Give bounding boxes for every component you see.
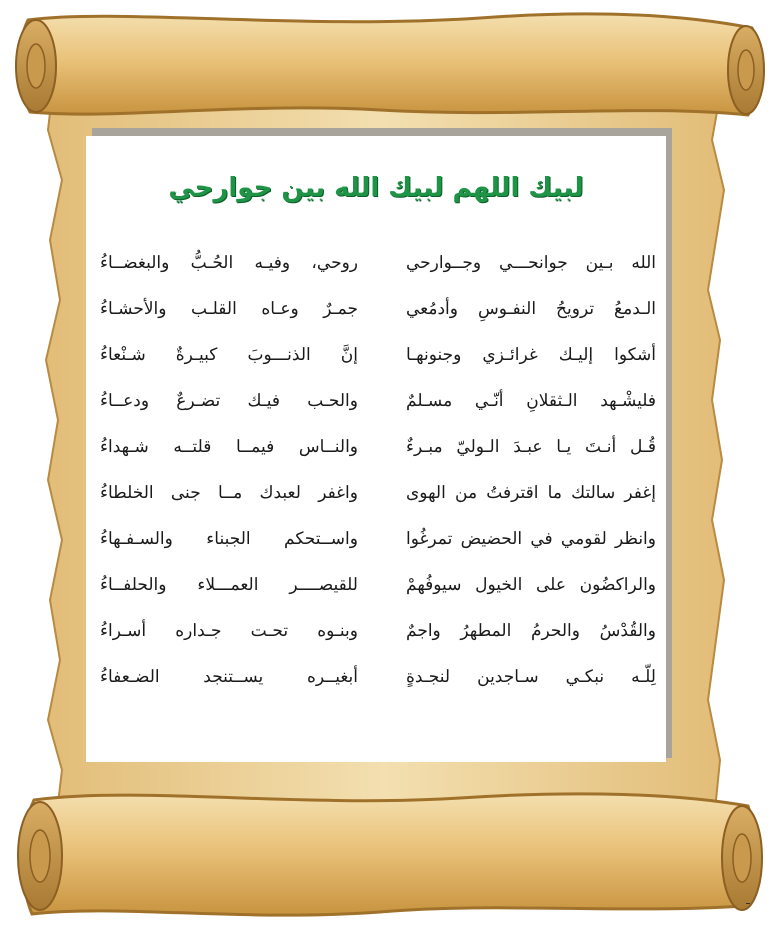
verse-first-hemistich: إغفر سالتك ما اقترفتُ من الهوى [406,483,656,503]
corner-mark [746,903,750,904]
verse-first-hemistich: فليشْـهد الـثقلانِ أنّـي مسـلمٌ [406,391,656,411]
verse-line [100,332,656,378]
verse-line [100,654,656,700]
verse-second-hemistich: أبغيــره يســتنجد الضـعفاءُ [100,667,358,687]
verse-second-hemistich: جمـرٌ وعـاه القلـب والأحشـاءُ [100,299,358,319]
verse-first-hemistich: أشكوا إليـك غرائـزي وجنونهـا [406,345,656,365]
verse-line [100,286,656,332]
verse-second-hemistich: وبنـوه تحـت جـداره أسـراءُ [100,621,358,641]
verse-line [100,562,656,608]
verse-first-hemistich: وانظر لقومي في الحضيض تمرغُوا [406,529,656,549]
verse-first-hemistich: الله بـين جوانحـــي وجــوارحي [406,253,656,273]
poem-verses [100,240,656,700]
verse-line [100,424,656,470]
verse-line [100,378,656,424]
verse-first-hemistich: لِلّـه نبكـي سـاجدين لنجـدةٍ [406,667,656,687]
verse-line [100,240,656,286]
verse-first-hemistich: والقُدْسُ والحرمُ المطهرُ واجمٌ [406,621,656,641]
verse-second-hemistich: والنــاس فيمــا قلتــه شـهداءُ [100,437,358,457]
verse-line [100,516,656,562]
verse-second-hemistich: للقيصــــر العمـــلاء والحلفــاءُ [100,575,358,595]
verse-line [100,608,656,654]
verse-second-hemistich: والحـب فيـك تضـرعٌ ودعــاءُ [100,391,358,411]
verse-first-hemistich: الـدمعُ ترويحُ النفـوسِ وأدمُعي [406,299,656,319]
verse-second-hemistich: إنَّ الذنـــوبَ كبيـرةٌ شـنْعاءُ [100,345,358,365]
verse-first-hemistich: قُـل أنـتَ يـا عبـدَ الـوليّ مبـرءٌ [406,437,656,457]
verse-second-hemistich: واســتحكم الجبناء والسـفـهاءُ [100,529,358,549]
poem-title: لبيك اللهم لبيك الله بين جوارحي [168,173,584,203]
verse-second-hemistich: واغفر لعبدك مــا جنى الخلطاءُ [100,483,358,503]
top-roll [19,14,758,115]
bottom-roll [22,794,754,915]
verse-second-hemistich: روحي، وفيـه الحُـبُّ والبغضــاءُ [100,253,358,273]
verse-first-hemistich: والراكضُون على الخيول سيوفُهمْ [406,575,656,595]
verse-line [100,470,656,516]
